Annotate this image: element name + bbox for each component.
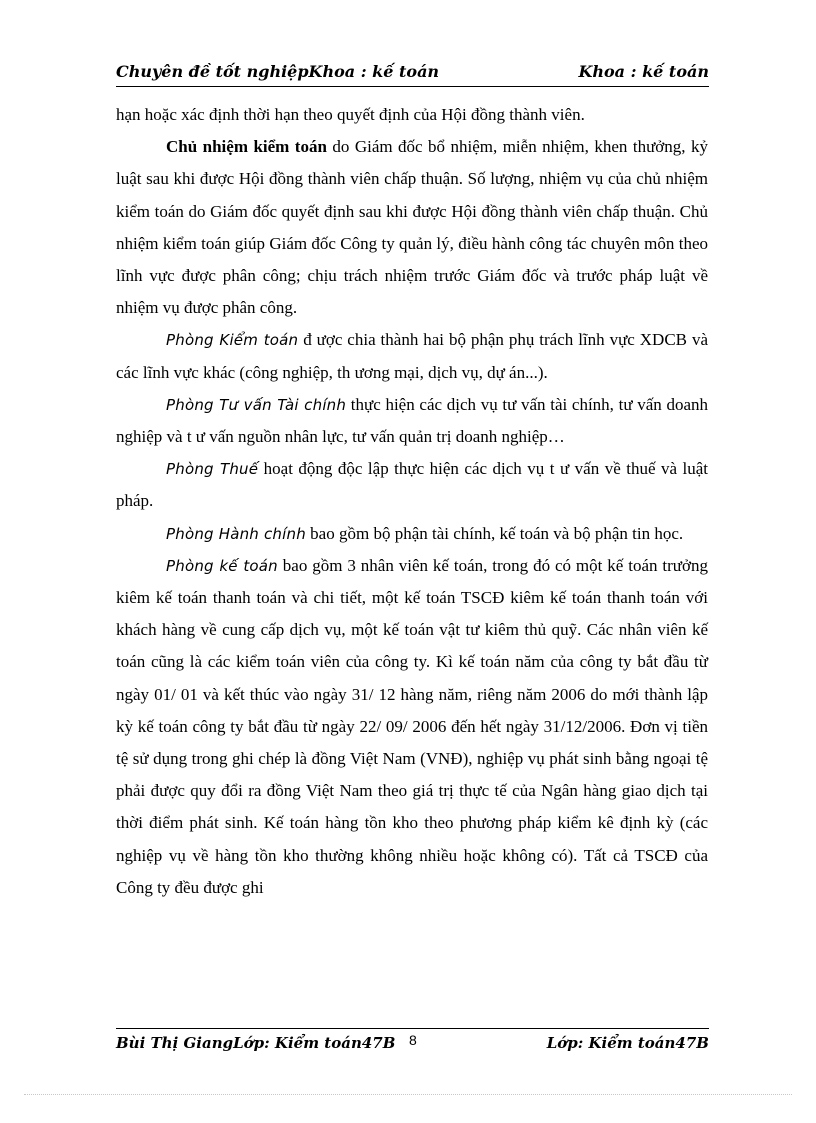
page-footer xyxy=(116,1034,709,1058)
page-number: 8 xyxy=(409,1032,417,1048)
paragraph-admin-dept xyxy=(116,518,708,550)
paragraph-text: đ ược chia thành hai bộ phận phụ trách lĩnh vực XDCB và các lĩnh vực khác (công nghiệp, th ương mại, dịch vụ, dự án...). xyxy=(116,330,708,382)
paragraph-tax-dept xyxy=(116,453,708,517)
paragraph-lead-italic: Phòng Thuế xyxy=(166,460,259,479)
paragraph-text: hoạt động độc lập thực hiện các dịch vụ t ư vấn về thuế và luật pháp. xyxy=(116,459,708,511)
footer-class: Lớp: Kiểm toán47B xyxy=(546,1034,709,1052)
paragraph-lead-italic: Phòng kế toán xyxy=(166,556,278,575)
paragraph-text: thực hiện các dịch vụ tư vấn tài chính, tư vấn doanh nghiệp và t ư vấn nguồn nhân lực, tư vấn quản trị doanh nghiệp… xyxy=(116,394,709,447)
paragraph-accounting-dept xyxy=(116,550,708,904)
footer-author: Bùi Thị GiangLớp: Kiểm toán47B xyxy=(116,1034,396,1052)
paragraph-lead-italic: Phòng Kiểm toán xyxy=(166,331,299,350)
header-left-title: Chuyên đề tốt nghiệpKhoa : kế toán xyxy=(116,62,440,81)
paragraph-audit-manager xyxy=(116,131,708,324)
paragraph-text: bao gồm 3 nhân viên kế toán, trong đó có một kế toán trưởng kiêm kế toán thanh toán và chi tiết, một kế toán TSCĐ kiêm kế toán thanh toán với khách hàng về cung cấp dịch vụ, một kế toán vật tư kiêm thủ quỹ. Các nhân viên kế toán cũng là các kiểm toán viên của công ty. Kì kế toán năm của công ty bắt đầu từ ngày 01/ 01 và kết thúc vào ngày 31/ 12 hàng năm, riêng năm 2006 do mới thành lập kỳ kế toán công ty bắt đầu từ ngày 22/ 09/ 2006 đến hết ngày 31/12/2006. Đơn vị tiền tệ sử dụng trong ghi chép là đồng Việt Nam (VNĐ), nghiệp vụ phát sinh bằng ngoại tệ phải được quy đổi ra đồng Việt Nam theo giá trị thực tế của Ngân hàng giao dịch tại thời điểm phát sinh. Kế toán hàng tồn kho theo phương pháp kiểm kê định kỳ (các nghiệp vụ về hàng tồn kho thường không nhiều hoặc không có). Tất cả TSCĐ của Công ty đều được ghi xyxy=(116,555,708,897)
document-body xyxy=(116,99,708,904)
paragraph-lead-italic: Phòng Tư vấn Tài chính xyxy=(166,395,347,414)
footer-divider xyxy=(116,1028,709,1029)
page-header xyxy=(116,60,709,87)
paragraph-audit-dept xyxy=(116,324,708,388)
header-right-title: Khoa : kế toán xyxy=(578,62,709,81)
paragraph-text: do Giám đốc bổ nhiệm, miễn nhiệm, khen thưởng, kỷ luật sau khi được Hội đồng thành viên chấp thuận. Số lượng, nhiệm vụ của chủ nhiệm kiểm toán do Giám đốc quyết định sau khi được Hội đồng thành viên chấp thuận. Chủ nhiệm kiểm toán giúp Giám đốc Công ty quản lý, điều hành công tác chuyên môn theo lĩnh vực được phân công; chịu trách nhiệm trước Giám đốc và trước pháp luật về nhiệm vụ được phân công. xyxy=(116,137,708,318)
paragraph-text: bao gồm bộ phận tài chính, kế toán và bộ phận tin học. xyxy=(305,523,684,543)
paragraph-continuation: hạn hoặc xác định thời hạn theo quyết định của Hội đồng thành viên. xyxy=(116,105,585,124)
page-boundary-divider xyxy=(24,1094,792,1095)
paragraph-finance-advisory xyxy=(116,389,708,453)
paragraph-lead-italic: Phòng Hành chính xyxy=(166,524,306,543)
paragraph-lead-bold: Chủ nhiệm kiểm toán xyxy=(166,137,327,157)
